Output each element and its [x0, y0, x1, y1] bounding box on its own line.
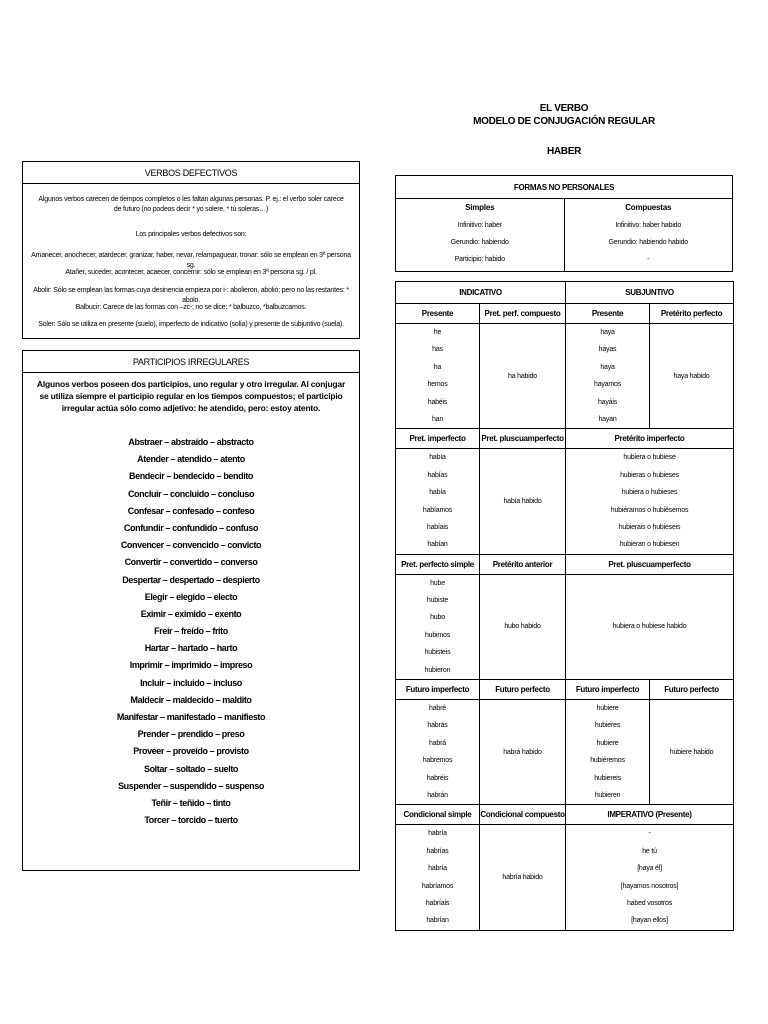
verb-form: - [648, 830, 651, 838]
verb-form: hubiera o hubieses [621, 489, 678, 497]
verb-form: habéis [427, 398, 448, 406]
col-head: Pret. imperfecto [396, 429, 480, 449]
participio-item: Convertir – convertido – converso [124, 557, 258, 568]
participios-title: PARTICIPIOS IRREGULARES [23, 351, 359, 373]
verb-form: [haya él] [637, 865, 662, 873]
col-head: Pretérito imperfecto [566, 429, 734, 449]
compuestas-cell [564, 199, 733, 272]
verb-form: habías [427, 471, 448, 479]
participio-item: Prender – prendido – preso [137, 729, 245, 740]
forms-list [396, 324, 480, 429]
subjuntivo-head: SUBJUNTIVO [566, 282, 734, 304]
verb-form: hayamos [594, 381, 622, 389]
verb-form: he [433, 329, 442, 336]
compound-form: haya habido [650, 324, 734, 429]
compound-form: - [647, 256, 650, 263]
participio-item: Proveer – proveído – provisto [133, 746, 249, 757]
col-head: Pret. pluscuamperfecto [566, 554, 734, 574]
verb-form: hubieres [594, 722, 621, 730]
formas-no-personales-table [395, 175, 733, 272]
verb-form: habré [429, 705, 446, 713]
col-head: Pretérito anterior [480, 554, 566, 574]
verb-form: habría [428, 865, 447, 873]
verb-form: habían [427, 541, 448, 549]
defectivos-intro: Algunos verbos carecen de tiempos completos o les faltan algunas personas. P. ej.: el verbo soler carece de futuro (no podeos decir * yo solere. * tú soleras…) [38, 196, 344, 213]
verb-form: hubierais o hubieseis [618, 523, 681, 531]
verb-form: han [431, 415, 444, 423]
verb-form: habréis [426, 774, 449, 782]
verb-form: hubiere [596, 705, 619, 713]
defectivos-line: Atañer, suceder, acontecer, acaecer, concernir: sólo se emplean en 3ª persona sg. / pl. [65, 269, 317, 276]
verb-form: hubiera o hubiese [623, 454, 676, 462]
participio-item: Confesar – confesado – confeso [127, 505, 255, 516]
forms-list [566, 700, 650, 805]
participio-item: Teñir – teñido – tinto [151, 797, 231, 808]
col-head: Futuro imperfecto [566, 680, 650, 700]
verb-form: habíais [426, 523, 449, 531]
participio-item: Concluir – concluido – concluso [127, 488, 255, 499]
participio-item: Manifestar – manifestado – manifiesto [116, 712, 266, 722]
participio-item: Incluir – incluido – incluso [140, 677, 242, 688]
col-head: Pret. perfecto simple [396, 554, 480, 574]
participio-item: Maldecir – maldecido – maldito [130, 694, 252, 705]
verb-form: habíamos [422, 506, 453, 514]
verb-form: había [429, 454, 446, 462]
defectivos-line: Amanecer, anochecer, atardecer, granizar, haber, nevar, relampaguear, tronar: sólo se emplean en 3ª persona sg. [31, 252, 351, 269]
participio-item: Hartar – hartado – harto [144, 643, 238, 654]
header-line2: MODELO DE CONJUGACIÓN REGULAR [473, 116, 655, 127]
forms-list [566, 825, 734, 930]
col-head: IMPERATIVO (Presente) [566, 805, 734, 825]
defectivos-principales: Los principales verbos defectivos son: [135, 231, 247, 238]
col-head: Futuro perfecto [480, 680, 566, 700]
participios-intro: Algunos verbos poseen dos participios, uno regular y otro irregular. Al conjugar se utiliza siempre el participio regular en los tiempos compuestos; el participio irregular actúa sólo como adjetivo: he atendido, pero: estoy atento. [36, 379, 346, 413]
compound-form: hubiera o hubiese habido [566, 574, 734, 679]
forms-list [396, 574, 480, 679]
simple-form: Infinitivo: haber [457, 222, 502, 229]
verb-form: habrás [427, 722, 448, 730]
participio-item: Atender – atendido – atento [137, 454, 245, 465]
verb-form: has [432, 346, 443, 354]
verb-form: habremos [422, 757, 453, 765]
participio-item: Elegir – elegido – electo [144, 591, 238, 602]
verb-form: hubiéramos o hubiésemos [610, 506, 689, 514]
formas-no-personales-title: FORMAS NO PERSONALES [396, 176, 733, 199]
participio-item: Imprimir – imprimido – impreso [129, 660, 253, 671]
verbos-defectivos-box [22, 161, 360, 339]
defectivos-line: Abolir: Sólo se emplean las formas cuya desinencia empieza por i-: abolieron, abolió; pero no las restantes: * abolo. [33, 287, 349, 304]
verb-form: haya [600, 329, 615, 336]
verb-form: habrán [427, 791, 448, 799]
verb-form: hemos [427, 381, 448, 389]
forms-list [396, 825, 480, 930]
verb-form: hubiéremos [590, 757, 625, 765]
col-head: Futuro imperfecto [396, 680, 480, 700]
verb-form: haya [600, 363, 615, 371]
header-verb: HABER [546, 146, 582, 157]
verbos-defectivos-title: VERBOS DEFECTIVOS [23, 162, 359, 184]
verb-form: hubieren [594, 791, 621, 799]
verb-form: hubieras o hubieses [620, 471, 679, 479]
col-head: Pretérito perfecto [650, 304, 734, 324]
col-head: Presente [396, 304, 480, 324]
verb-form: hubieron [424, 666, 451, 674]
verb-form: hubieran o hubiesen [619, 541, 680, 549]
participio-item: Abstraer – abstraído – abstracto [128, 437, 254, 447]
forms-list [396, 700, 480, 805]
participio-item: Confundir – confundido – confuso [123, 522, 259, 533]
header-line1: EL VERBO [539, 103, 589, 114]
simple-form: Gerundio: habiendo [450, 239, 509, 246]
simple-form: Participio: habido [454, 256, 505, 263]
verb-form: [hayamos nosotros] [620, 882, 679, 890]
forms-list [566, 449, 734, 554]
col-head: Condicional compuesto [480, 805, 566, 825]
verb-form: habrían [426, 917, 449, 925]
participios-irregulares-box [22, 350, 360, 871]
verb-form: habríamos [421, 882, 454, 890]
compound-form: habría habido [480, 825, 566, 930]
participio-item: Despertar – despertado – despierto [122, 574, 260, 585]
participio-item: Freír – freído – frito [154, 626, 228, 637]
compound-form: ha habido [480, 324, 566, 429]
forms-list [396, 449, 480, 554]
verb-form: hubimos [424, 631, 451, 639]
participio-item: Eximir – eximido – exento [140, 608, 242, 619]
forms-list [566, 324, 650, 429]
simples-head: Simples [465, 203, 495, 212]
col-head: Presente [566, 304, 650, 324]
participio-item: Convencer – convencido – convicto [120, 540, 262, 551]
verb-form: hubiere [596, 739, 619, 747]
verb-form: hubiste [426, 597, 449, 605]
compound-form: habrá habido [480, 700, 566, 805]
verb-form: he tú [642, 847, 657, 855]
verb-form: hubisteis [424, 649, 451, 657]
verb-form: hube [430, 579, 445, 587]
participios-list [23, 434, 359, 829]
verb-form: hayas [598, 346, 617, 354]
verb-form: hubo [430, 614, 445, 622]
verb-form: habría [428, 830, 447, 838]
defectivos-line: Soler: Sólo se utiliza en presente (suelo), imperfecto de indicativo (solía) y presente de subjuntivo (suela). [38, 321, 344, 328]
verb-form: [hayan ellos] [631, 917, 668, 925]
verb-form: hayáis [597, 398, 618, 406]
participio-item: Suspender – suspendido – suspenso [118, 780, 264, 791]
defectivos-line: Balbucir: Carece de las formas con –zc-; no se dice: * balbuzco, *balbuzcamos. [75, 304, 307, 311]
participio-item: Bendecir – bendecido – bendito [128, 471, 254, 482]
participio-item: Soltar – soltado – suelto [143, 763, 239, 774]
compound-form: había habido [480, 449, 566, 554]
col-head: Pret. pluscuamperfecto [480, 429, 566, 449]
verb-form: habrías [426, 847, 449, 855]
compound-form: Gerundio: habiendo habido [608, 239, 688, 246]
verb-form: habed vosotros [626, 899, 673, 907]
indicativo-head: INDICATIVO [396, 282, 566, 304]
compuestas-head: Compuestas [625, 203, 672, 212]
verb-form: hubiereis [594, 774, 621, 782]
compound-form: hubiere habido [650, 700, 734, 805]
conjugation-table [395, 281, 734, 931]
simples-cell [396, 199, 565, 272]
verb-form: había [429, 489, 446, 497]
compound-form: Infinitivo: haber habido [615, 222, 682, 229]
participio-item: Torcer – torcido – tuerto [144, 815, 238, 826]
verb-form: habrá [429, 739, 446, 747]
compound-form: hubo habido [480, 574, 566, 679]
verb-form: habríais [425, 899, 450, 907]
col-head: Pret. perf. compuesto [480, 304, 566, 324]
col-head: Futuro perfecto [650, 680, 734, 700]
col-head: Condicional simple [396, 805, 480, 825]
verb-form: hayan [598, 415, 617, 423]
verb-form: ha [433, 363, 442, 371]
